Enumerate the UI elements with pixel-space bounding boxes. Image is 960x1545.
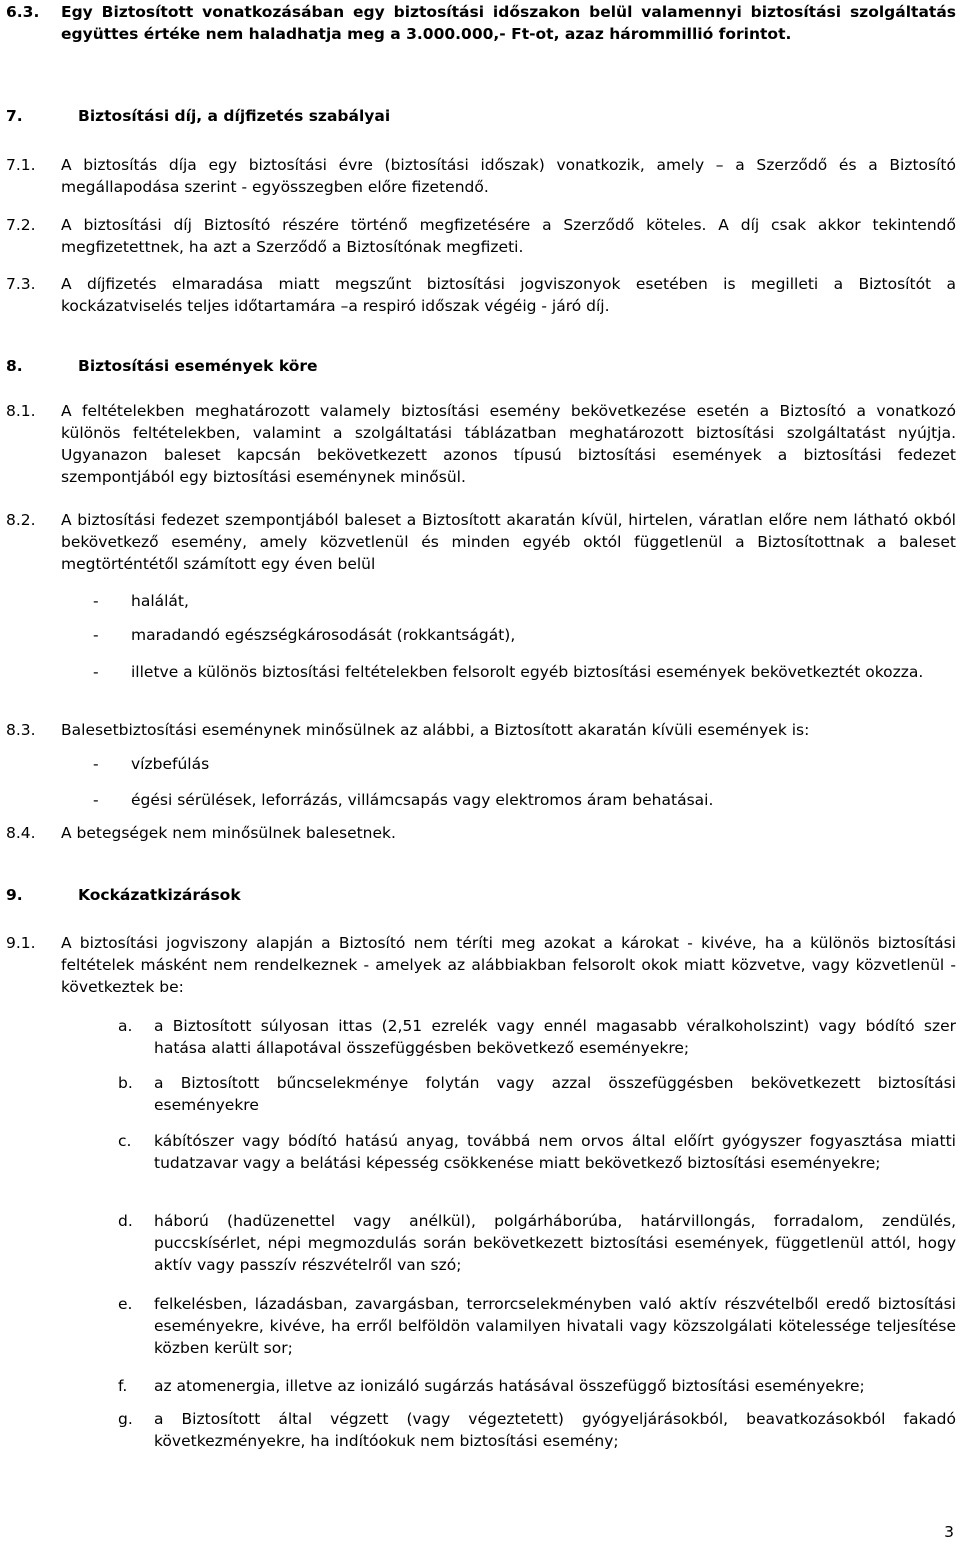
section-number: 8.2. (6, 511, 36, 529)
section-8-4 (6, 822, 956, 844)
section-text: A feltételekben meghatározott valamely biztosítási esemény bekövetkezése esetén a Biztosító a vonatkozó különös feltételekben, valamint a szolgáltatási táblázatban meghatározott biztosítási szolgáltatást nyújtja. Ugyanazon baleset kapcsán bekövetkezett azonos típusú biztosítási események a biztosítási fedezet szempontjából egy biztosítási eseménynek minősül. (61, 402, 956, 486)
section-8-3 (6, 719, 956, 741)
section-number: 7.1. (6, 156, 36, 174)
list-item (93, 624, 955, 646)
list-item-text: a Biztosított által végzett (vagy végeztetett) gyógyeljárásokból, beavatkozásokból fakadó következményekre, ha indítóokuk nem biztosítási esemény; (154, 1410, 956, 1450)
heading-9 (6, 884, 241, 906)
page-number: 3 (944, 1523, 954, 1541)
list-item (118, 1293, 956, 1359)
list-item (118, 1408, 956, 1452)
list-item-label: f. (118, 1377, 128, 1395)
list-item (118, 1130, 956, 1174)
heading-8 (6, 355, 318, 377)
dash-bullet: - (93, 791, 99, 809)
list-item-label: b. (118, 1074, 133, 1092)
list-item-text: felkelésben, lázadásban, zavargásban, terrorcselekményben való aktív részvételből eredő biztosítási eseményekre, kivéve, ha erről belföldön valamilyen hivatali vagy közszolgálati kötelessége teljesítése közben került sor; (154, 1295, 956, 1357)
list-item-text: a Biztosított bűncselekménye folytán vagy azzal összefüggésben bekövetkezett biztosítási eseményekre (154, 1074, 956, 1114)
list-item (93, 789, 955, 811)
heading-number: 8. (6, 357, 23, 375)
section-text: A biztosítás díja egy biztosítási évre (biztosítási időszak) vonatkozik, amely – a Szerződő és a Biztosító megállapodása szerint - egyösszegben előre fizetendő. (61, 156, 956, 196)
section-text: A díjfizetés elmaradása miatt megszűnt biztosítási jogviszonyok esetében is megilleti a Biztosítót a kockázatviselés teljes időtartamára –a respiró időszak végéig - járó díj. (61, 275, 956, 315)
list-item-label: e. (118, 1295, 133, 1313)
section-number: 9.1. (6, 934, 36, 952)
dash-bullet: - (93, 663, 99, 681)
list-item (118, 1015, 956, 1059)
dash-bullet: - (93, 755, 99, 773)
list-item (118, 1375, 956, 1397)
list-item (118, 1210, 956, 1276)
list-item (93, 753, 955, 775)
heading-number: 9. (6, 886, 23, 904)
section-number: 6.3. (6, 3, 40, 21)
heading-7 (6, 105, 390, 127)
list-item-text: illetve a különös biztosítási feltételekben felsorolt egyéb biztosítási események bekövetkeztét okozza. (131, 663, 924, 681)
section-text: A biztosítási díj Biztosító részére történő megfizetésére a Szerződő köteles. A díj csak akkor tekintendő megfizetettnek, ha azt a Szerződő a Biztosítónak megfizeti. (61, 216, 956, 256)
list-item (93, 590, 955, 612)
list-item-text: a Biztosított súlyosan ittas (2,51 ezrelék vagy ennél magasabb véralkoholszint) vagy bódító szer hatása alatti állapotával összefüggésben bekövetkező eseményekre; (154, 1017, 956, 1057)
list-item (93, 661, 955, 683)
section-7-3 (6, 273, 956, 317)
section-number: 8.1. (6, 402, 36, 420)
list-item-text: halálát, (131, 592, 189, 610)
section-number: 7.2. (6, 216, 36, 234)
section-6-3 (6, 1, 956, 45)
list-item-text: az atomenergia, illetve az ionizáló sugárzás hatásával összefüggő biztosítási eseményekre; (154, 1377, 865, 1395)
section-number: 8.3. (6, 721, 36, 739)
section-text: A biztosítási fedezet szempontjából baleset a Biztosított akaratán kívül, hirtelen, váratlan előre nem látható okból bekövetkező esemény, amely közvetlenül és minden egyéb októl függetlenül a Biztosítottnak a baleset megtörténtétől számított egy éven belül (61, 511, 956, 573)
list-item-label: g. (118, 1410, 133, 1428)
list-item-text: vízbefúlás (131, 755, 210, 773)
section-text: A biztosítási jogviszony alapján a Biztosító nem téríti meg azokat a károkat - kivéve, ha a különös biztosítási feltételek másként nem rendelkeznek - amelyek az alábbiakban felsorolt okok miatt közvetve, vagy közvetlenül - következtek be: (61, 934, 956, 996)
section-number: 8.4. (6, 824, 36, 842)
section-text: Balesetbiztosítási eseménynek minősülnek az alábbi, a Biztosított akaratán kívüli események is: (61, 721, 810, 739)
heading-title: Biztosítási események köre (78, 357, 318, 375)
section-number: 7.3. (6, 275, 36, 293)
heading-title: Kockázatkizárások (78, 886, 241, 904)
list-item-label: c. (118, 1132, 132, 1150)
list-item-text: kábítószer vagy bódító hatású anyag, továbbá nem orvos által előírt gyógyszer fogyasztása miatti tudatzavar vagy a belátási képesség csökkenése miatt bekövetkező biztosítási eseményekre; (154, 1132, 956, 1172)
section-7-2 (6, 214, 956, 258)
list-item-text: égési sérülések, leforrázás, villámcsapás vagy elektromos áram behatásai. (131, 791, 714, 809)
section-text: Egy Biztosított vonatkozásában egy biztosítási időszakon belül valamennyi biztosítási szolgáltatás együttes értéke nem haladhatja meg a 3.000.000,- Ft-ot, azaz hárommillió forintot. (61, 3, 956, 43)
section-8-2 (6, 509, 956, 575)
list-item-label: d. (118, 1212, 133, 1230)
section-8-1 (6, 400, 956, 488)
section-9-1 (6, 932, 956, 998)
section-text: A betegségek nem minősülnek balesetnek. (61, 824, 396, 842)
list-item-text: háború (hadüzenettel vagy anélkül), polgárháborúba, határvillongás, forradalom, zendülés, puccskísérlet, népi megmozdulás során bekövetkezett biztosítási események, függetlenül attól, hogy aktív vagy passzív részvételről van szó; (154, 1212, 956, 1274)
list-item (118, 1072, 956, 1116)
list-item-text: maradandó egészségkárosodását (rokkantságát), (131, 626, 516, 644)
dash-bullet: - (93, 626, 99, 644)
list-item-label: a. (118, 1017, 133, 1035)
heading-number: 7. (6, 107, 23, 125)
section-7-1 (6, 154, 956, 198)
heading-title: Biztosítási díj, a díjfizetés szabályai (78, 107, 391, 125)
dash-bullet: - (93, 592, 99, 610)
